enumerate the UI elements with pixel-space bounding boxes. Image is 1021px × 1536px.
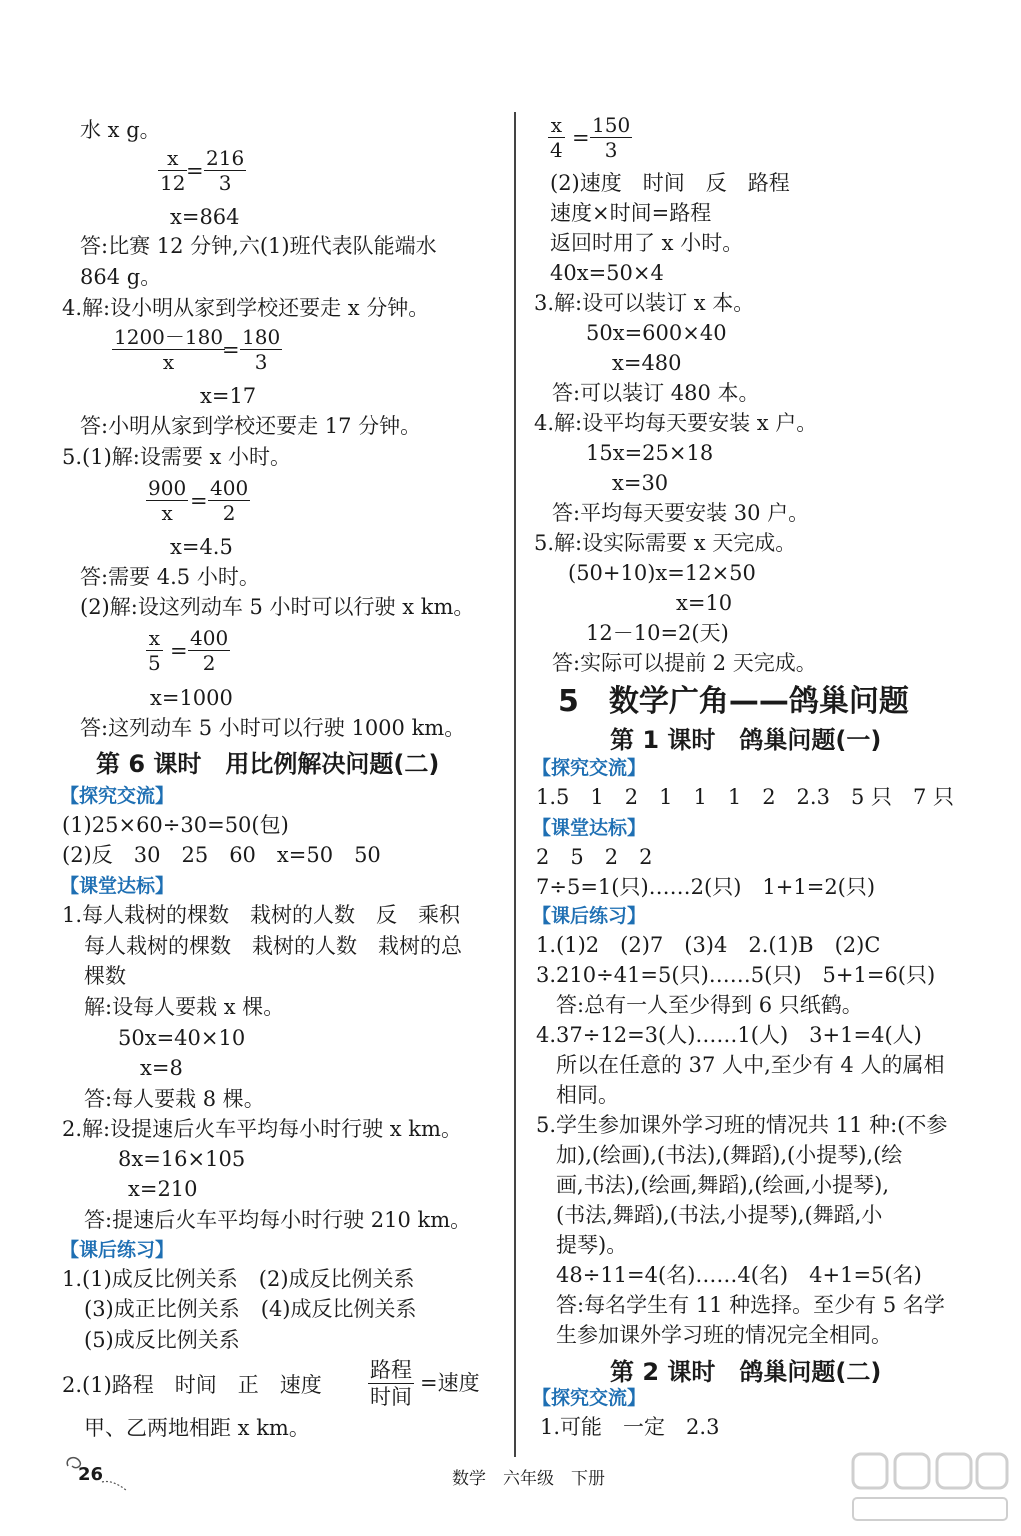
text-line: x=210 (128, 1177, 198, 1201)
fraction: $\frac{x}{5}$ (148, 626, 161, 675)
fraction: $\frac{150}{3}$ (592, 113, 631, 162)
text-line: x=4.5 (170, 535, 233, 559)
text-line: 答:总有一人至少得到 6 只纸鹤。 (556, 993, 863, 1017)
text-line: (5)成反比例关系 (84, 1328, 240, 1352)
equals: = (186, 159, 204, 183)
text-line: x=30 (612, 471, 669, 495)
fraction: $\frac{900}{x}$ (148, 476, 187, 525)
equals: = (170, 639, 188, 663)
equals: = (572, 126, 590, 150)
text-line: 3.210÷41=5(只)……5(只) 5+1=6(只) (536, 963, 936, 987)
text-line: 2.(1)路程 时间 正 速度 (62, 1373, 322, 1397)
section-tag: 【探究交流】 (532, 1387, 647, 1409)
text-line: 答:需要 4.5 小时。 (80, 565, 260, 589)
text-line: 15x=25×18 (586, 441, 714, 465)
text-line: x=10 (676, 591, 733, 615)
watermark-seal-icon (843, 1448, 1013, 1528)
section-tag: 【探究交流】 (532, 757, 647, 779)
section-tag: 【课堂达标】 (60, 875, 175, 897)
text-line: (2)速度 时间 反 路程 (550, 171, 790, 195)
text-line: 答:小明从家到学校还要走 17 分钟。 (80, 414, 422, 438)
footer-subject: 数学 六年级 下册 (452, 1469, 605, 1489)
equals: = (222, 338, 240, 362)
text-line: 棵数 (84, 964, 126, 988)
text-line: 1.(1)成反比例关系 (2)成反比例关系 (62, 1267, 415, 1291)
section-tag: 【课堂达标】 (532, 817, 647, 839)
fraction: $\frac{1200-180}{x}$ (114, 325, 224, 374)
text-line: 加),(绘画),(书法),(舞蹈),(小提琴),(绘 (556, 1143, 903, 1167)
text-line: x=480 (612, 351, 682, 375)
text-line: 答:每名学生有 11 种选择。至少有 5 名学 (556, 1293, 945, 1317)
text-line: 4.解:设平均每天要安装 x 户。 (534, 411, 818, 435)
text-line: 7÷5=1(只)……2(只) 1+1=2(只) (536, 875, 876, 899)
text-line: x=864 (170, 205, 240, 229)
page-number: 26 (78, 1464, 104, 1485)
text-line: 答:比赛 12 分钟,六(1)班代表队能端水 (80, 234, 437, 258)
lesson-heading: 第 2 课时 鸽巢问题(二) (610, 1358, 882, 1386)
page-number-ornament (62, 1452, 132, 1492)
section-tag: 【探究交流】 (60, 785, 175, 807)
text-line: 40x=50×4 (550, 261, 664, 285)
fraction: $\frac{180}{3}$ (242, 325, 281, 374)
fraction: $\frac{400}{2}$ (210, 476, 249, 525)
text-line: 4.37÷12=3(人)……1(人) 3+1=4(人) (536, 1023, 922, 1047)
text-line: 生参加课外学习班的情况完全相同。 (556, 1323, 892, 1347)
text-line: 水 x g。 (80, 118, 161, 142)
text-line: (书法,舞蹈),(书法,小提琴),(舞蹈,小 (556, 1203, 883, 1227)
text-line: 甲、乙两地相距 x km。 (84, 1416, 310, 1440)
text-line: 答:平均每天要安装 30 户。 (552, 501, 810, 525)
text-line: 2.解:设提速后火车平均每小时行驶 x km。 (62, 1117, 462, 1141)
text-line: 2 5 2 2 (536, 845, 653, 869)
text-line: (2)解:设这列动车 5 小时可以行驶 x km。 (80, 595, 475, 619)
text-line: 答:这列动车 5 小时可以行驶 1000 km。 (80, 716, 466, 740)
text-line: 1.每人栽树的棵数 栽树的人数 反 乘积 (62, 903, 461, 927)
text-line: 解:设每人要栽 x 棵。 (84, 995, 285, 1019)
text-line: (3)成正比例关系 (4)成反比例关系 (84, 1297, 417, 1321)
text-line: 864 g。 (80, 265, 162, 289)
text-line: 50x=600×40 (586, 321, 727, 345)
text-line: 50x=40×10 (118, 1026, 246, 1050)
text-line: 1.可能 一定 2.3 (540, 1415, 720, 1439)
text-line: 提琴)。 (556, 1233, 628, 1257)
text-line: 答:可以装订 480 本。 (552, 381, 760, 405)
section-tag: 【课后练习】 (60, 1239, 175, 1261)
text-line: x=8 (140, 1056, 183, 1080)
text-line: 5.(1)解:设需要 x 小时。 (62, 445, 292, 469)
equals: = (190, 489, 208, 513)
text-line: 答:实际可以提前 2 天完成。 (552, 651, 817, 675)
text-line: 答:提速后火车平均每小时行驶 210 km。 (84, 1208, 472, 1232)
text-line: 答:每人要栽 8 棵。 (84, 1087, 265, 1111)
text-line: (2)反 30 25 60 x=50 50 (62, 843, 381, 867)
text-line: 5.学生参加课外学习班的情况共 11 种:(不参 (536, 1113, 948, 1137)
text-line: 相同。 (556, 1083, 619, 1107)
lesson-heading: 第 6 课时 用比例解决问题(二) (96, 750, 440, 778)
fraction: 路程 时间 (370, 1358, 412, 1409)
fraction: $\frac{400}{2}$ (190, 626, 229, 675)
text-line: 4.解:设小明从家到学校还要走 x 分钟。 (62, 296, 430, 320)
text-line: 速度×时间=路程 (550, 201, 712, 225)
fraction: $\frac{x}{4}$ (550, 113, 563, 162)
lesson-heading: 第 1 课时 鸽巢问题(一) (610, 726, 882, 754)
text-line: 48÷11=4(名)……4(名) 4+1=5(名) (556, 1263, 922, 1287)
text-line: x=17 (200, 384, 257, 408)
fraction: $\frac{x}{12}$ (160, 146, 186, 195)
text-line: 1.(1)2 (2)7 (3)4 2.(1)B (2)C (536, 933, 881, 957)
text-line: 画,书法),(绘画,舞蹈),(绘画,小提琴), (556, 1173, 890, 1197)
fraction: $\frac{216}{3}$ (206, 146, 245, 195)
column-divider (514, 112, 516, 1457)
text-line: 每人栽树的棵数 栽树的人数 栽树的总 (84, 934, 462, 958)
text-line: 8x=16×105 (118, 1147, 246, 1171)
text-line: 所以在任意的 37 人中,至少有 4 人的属相 (556, 1053, 945, 1077)
text-line: (1)25×60÷30=50(包) (62, 813, 289, 837)
text-line: 3.解:设可以装订 x 本。 (534, 291, 755, 315)
text-line: 返回时用了 x 小时。 (550, 231, 744, 255)
text-line: 5.解:设实际需要 x 天完成。 (534, 531, 797, 555)
text-line: =速度 (420, 1371, 480, 1395)
unit-heading: 5 数学广角——鸽巢问题 (558, 684, 909, 719)
section-tag: 【课后练习】 (532, 905, 647, 927)
text-line: (50+10)x=12×50 (568, 561, 756, 585)
text-line: x=1000 (150, 686, 233, 710)
text-line: 1.5 1 2 1 1 1 2 2.3 5 只 7 只 (536, 785, 955, 809)
text-line: 12－10=2(天) (586, 621, 729, 645)
